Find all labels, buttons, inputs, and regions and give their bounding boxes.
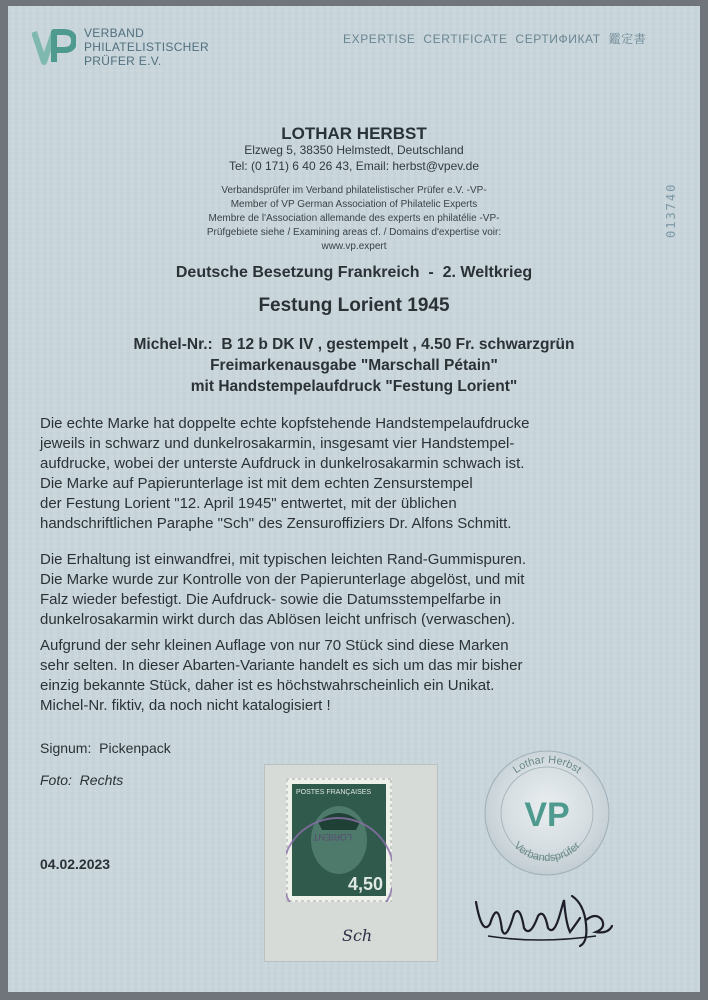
- stamp-description: [8, 334, 700, 397]
- text-line: Die Marke auf Papierunterlage ist mit dem echten Zensurstempel: [40, 475, 473, 492]
- vp-logo-icon: [32, 28, 76, 66]
- website-link[interactable]: www.vp.expert: [321, 241, 387, 252]
- overprint-text: LORIENT: [312, 832, 352, 842]
- expert-contact: Tel: (0 171) 6 40 26 43, Email: herbst@vpev.de: [228, 159, 480, 173]
- text-line: Die Erhaltung ist einwandfrei, mit typischen leichten Rand-Gummispuren.: [40, 551, 527, 568]
- org-name-line: PRÜFER E.V.: [84, 54, 162, 68]
- hologram-seal-icon: [482, 748, 612, 878]
- text-line: Die Marke wurde zur Kontrolle von der Papierunterlage abgelöst, und mit: [40, 571, 525, 588]
- paragraph-authenticity: [40, 414, 680, 534]
- paragraph-condition: [40, 550, 680, 630]
- text-line: sehr selten. In dieser Abarten-Variante handelt es sich um das mir bisher: [40, 657, 523, 674]
- org-name-line: PHILATELISTISCHER: [84, 40, 209, 54]
- photo-label: Foto: Rechts: [40, 772, 124, 788]
- subject-title: Deutsche Besetzung Frankreich - 2. Weltkrieg: [175, 264, 533, 281]
- membership-line: Membre de l'Association allemande des experts en philatélie -VP-: [208, 213, 500, 224]
- text-line: dunkelrosakarmin wirkt durch das Ablösen leicht unfrisch (verwaschen).: [40, 611, 516, 628]
- text-line: jeweils in schwarz und dunkelrosakarmin, insgesamt vier Handstempel-: [40, 435, 515, 452]
- text-line: Falz wieder befestigt. Die Aufdruck- sowie die Datumsstempelfarbe in: [40, 591, 502, 608]
- membership-line: Member of VP German Association of Philatelic Experts: [230, 199, 478, 210]
- text-line: Aufgrund der sehr kleinen Auflage von nur 70 Stück sind diese Marken: [40, 637, 509, 654]
- expert-address: Elzweg 5, 38350 Helmstedt, Deutschland: [244, 143, 464, 157]
- handwritten-signature: [468, 884, 618, 954]
- paragraph-rarity: [40, 636, 680, 716]
- stamp-image: [286, 778, 392, 902]
- org-name: [84, 26, 209, 68]
- hologram-ring-top: Lothar Herbst: [510, 753, 584, 777]
- hologram-ring-bottom: Verbandsprüfer: [511, 839, 583, 865]
- stamp-value: 4,50: [348, 874, 384, 894]
- overprint-line: mit Handstempelaufdruck "Festung Lorient": [190, 378, 518, 395]
- text-line: aufdrucke, wobei der unterste Aufdruck in dunkelrosakarmin schwach ist.: [40, 455, 525, 472]
- signum-label: Signum: Pickenpack: [40, 740, 171, 756]
- certificate-languages: EXPERTISE CERTIFICATE СЕРТИФИКАТ 鑑定書: [343, 32, 647, 46]
- membership-line: Prüfgebiete siehe / Examining areas cf. / Domains d'expertise voir:: [206, 227, 502, 238]
- membership-block: [8, 184, 700, 254]
- issue-line: Freimarkenausgabe "Marschall Pétain": [210, 357, 498, 374]
- org-name-line: VERBAND: [84, 26, 145, 40]
- text-line: Die echte Marke hat doppelte echte kopfstehende Handstempelaufdrucke: [40, 415, 530, 432]
- text-line: der Festung Lorient "12. April 1945" entwertet, mit der üblichen: [40, 495, 457, 512]
- text-line: handschriftlichen Paraphe "Sch" des Zensuroffiziers Dr. Alfons Schmitt.: [40, 515, 512, 532]
- censor-paraphe: Sch: [342, 926, 373, 945]
- catalog-line: Michel-Nr.: B 12 b DK IV , gestempelt , 4.50 Fr. schwarzgrün: [133, 336, 575, 353]
- main-title: Festung Lorient 1945: [258, 295, 450, 316]
- text-line: Michel-Nr. fiktiv, da noch nicht katalogisiert !: [40, 697, 331, 714]
- expert-name: LOTHAR HERBST: [281, 124, 427, 143]
- membership-line: Verbandsprüfer im Verband philatelistischer Prüfer e.V. -VP-: [221, 185, 487, 196]
- certificate-number: 013740: [664, 182, 678, 238]
- stamp-country: POSTES FRANÇAISES: [296, 789, 372, 796]
- hologram-letters: VP: [524, 796, 570, 834]
- certificate-page: [8, 6, 700, 992]
- certificate-date: 04.02.2023: [40, 856, 111, 872]
- text-line: einzig bekannte Stück, daher ist es höchstwahrscheinlich ein Unikat.: [40, 677, 495, 694]
